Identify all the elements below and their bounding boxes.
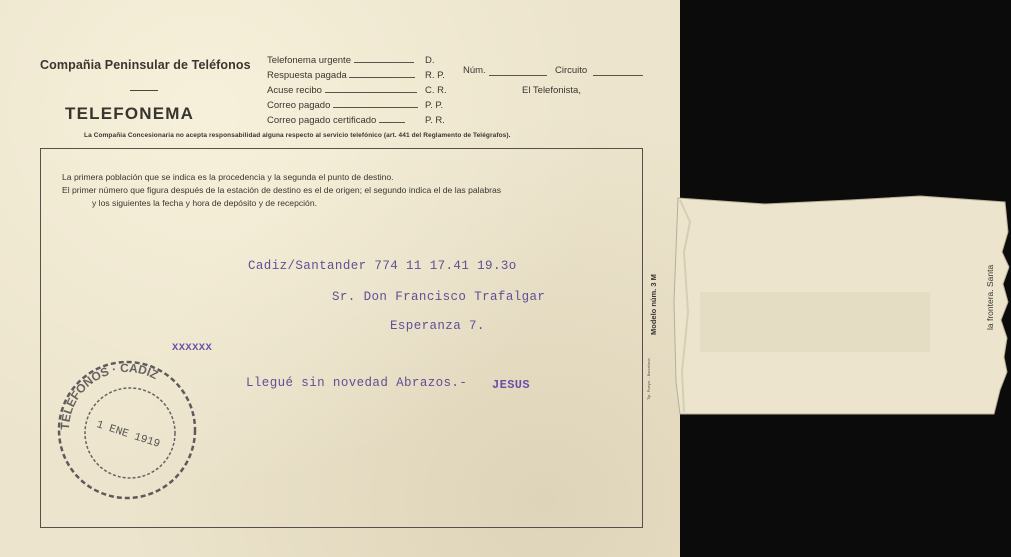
service-urgente [267,55,435,66]
stub-shadow [700,292,930,352]
circuito-label: Circuito [555,65,588,76]
service-code: P. R. [425,115,445,126]
message-signature: JESUS [492,378,531,392]
num-label: Núm. [463,65,486,76]
stub-text: la frontera. Santa [985,264,995,330]
service-code: P. P. [425,100,444,111]
service-label: Acuse recibo [267,85,322,96]
service-code: C. R. [425,85,447,96]
service-label: Respuesta pagada [267,70,347,81]
service-code: D. [425,55,435,66]
fill-line [333,106,418,108]
service-certificado [267,115,445,126]
stamp-ring-text: TELEFONOS · CADIZ [57,360,161,431]
fill-line [349,76,415,78]
service-label: Correo pagado certificado [267,115,377,126]
disclaimer: La Compañia Concesionaria no acepta responsabilidad alguna respecto al servicio telefónico (art. 441 del Reglamento de Telégrafos). [84,132,511,139]
torn-stub [670,192,1011,422]
fill-line [325,91,417,93]
fill-line [379,121,405,123]
instruction-line: La primera población que se indica es la procedencia y la segunda el punto de destino. [62,172,394,182]
service-respuesta [267,70,445,81]
struck-text: XXXXXX [172,342,213,354]
modelo-number: Modelo núm. 3 M [649,274,658,335]
message-address: Esperanza 7. [390,319,485,333]
service-correo [267,100,444,111]
message-recipient: Sr. Don Francisco Trafalgar [332,290,546,304]
service-label: Correo pagado [267,100,331,111]
stamp-date: 1 ENE 1919 [94,419,162,451]
num-line [489,75,547,76]
telefonista-label: El Telefonista, [522,85,581,96]
service-acuse [267,85,447,96]
company-name: Compañia Peninsular de Teléfonos [40,58,251,72]
service-code: R. P. [425,70,445,81]
printer-imprint: Tip. Pueyo. - Barcelona [646,358,651,400]
fill-line [354,61,414,63]
message-route: Cadiz/Santander 774 11 17.41 19.3o [248,259,517,273]
title-divider [130,90,158,91]
message-body: Llegué sin novedad Abrazos.- [246,376,468,390]
instruction-line: El primer número que figura después de la estación de destino es el de origen; el segundo indica el de las palabras [62,185,502,195]
service-label: Telefonema urgente [267,55,351,66]
instruction-line: y los siguientes la fecha y hora de depósito y de recepción. [92,198,318,208]
postmark-stamp [52,355,202,505]
circuito-line [593,75,643,76]
form-title: TELEFONEMA [65,104,195,123]
